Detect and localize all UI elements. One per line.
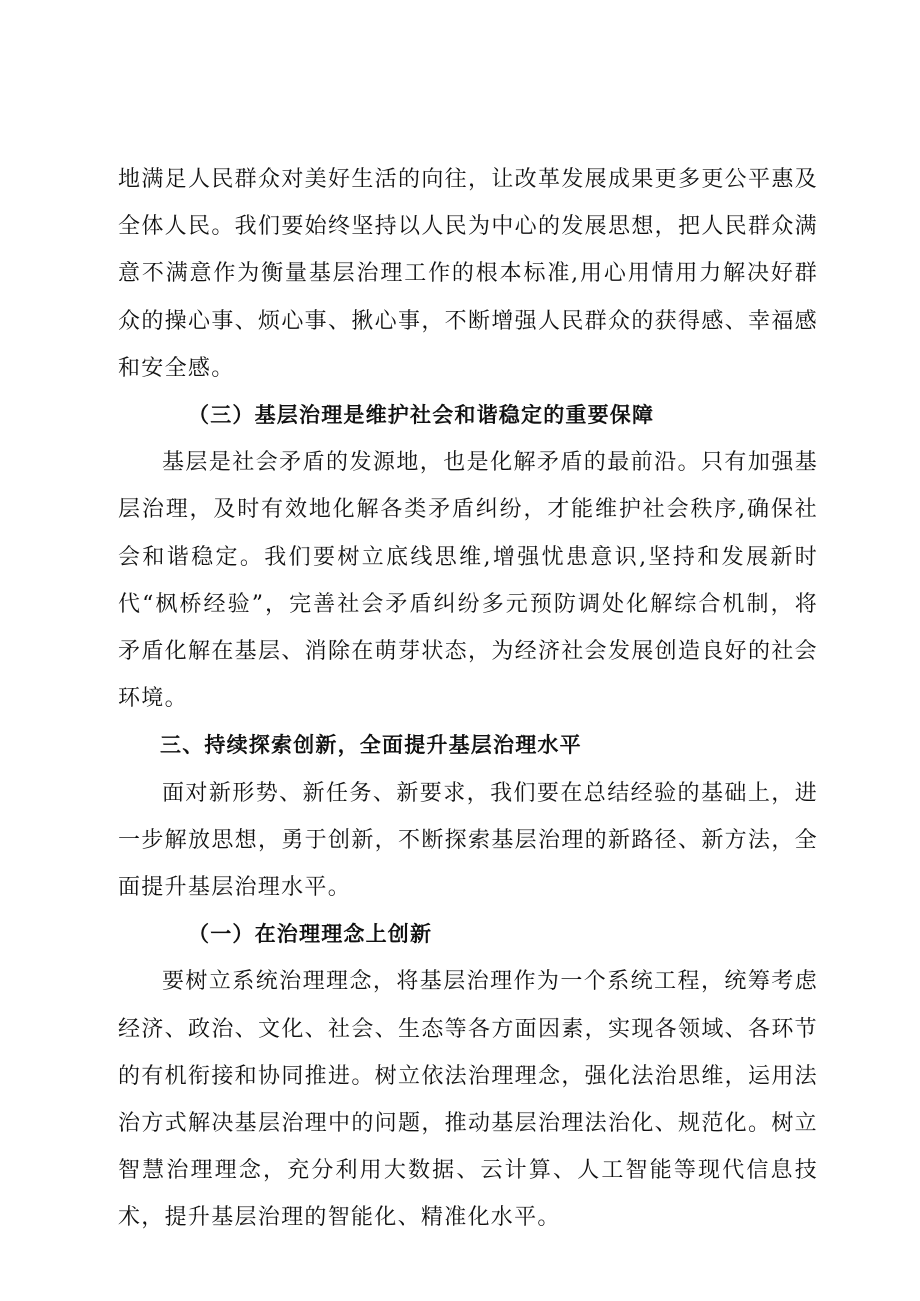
subheading-governance-concept: （一）在治理理念上创新 xyxy=(188,922,433,947)
section-heading-innovation: 三、持续探索创新，全面提升基层治理水平 xyxy=(160,733,582,758)
paragraph-innovation-intro: 面对新形势、新任务、新要求，我们要在总结经验的基础上，进一步解放思想，勇于创新，不断探索基层治理的新路径、新方法，全面提升基层治理水平。 xyxy=(118,780,818,901)
paragraph-social-harmony: 基层是社会矛盾的发源地，也是化解矛盾的最前沿。只有加强基层治理，及时有效地化解各类矛盾纠纷，才能维护社会秩序,确保社会和谐稳定。我们要树立底线思维,增强忧患意识,坚持和发展新时代“枫桥经验”，完善社会矛盾纠纷多元预防调处化解综合机制，将矛盾化解在基层、消除在萌芽状态，为经济社会发展创造良好的社会环境。 xyxy=(118,450,818,712)
subheading-social-harmony: （三）基层治理是维护社会和谐稳定的重要保障 xyxy=(188,403,655,428)
paragraph-governance-concept: 要树立系统治理理念，将基层治理作为一个系统工程，统筹考虑经济、政治、文化、社会、生态等各方面因素，实现各领域、各环节的有机衔接和协同推进。树立依法治理理念，强化法治思维，运用法治方式解决基层治理中的问题，推动基层治理法治化、规范化。树立智慧治理理念，充分利用大数据、云计算、人工智能等现代信息技术，提升基层治理的智能化、精准化水平。 xyxy=(118,969,818,1231)
paragraph-people-centered: 地满足人民群众对美好生活的向往，让改革发展成果更多更公平惠及全体人民。我们要始终坚持以人民为中心的发展思想，把人民群众满意不满意作为衡量基层治理工作的根本标准,用心用情用力解决好群众的操心事、烦心事、揪心事，不断增强人民群众的获得感、幸福感和安全感。 xyxy=(118,167,818,381)
document-body xyxy=(118,156,818,1242)
